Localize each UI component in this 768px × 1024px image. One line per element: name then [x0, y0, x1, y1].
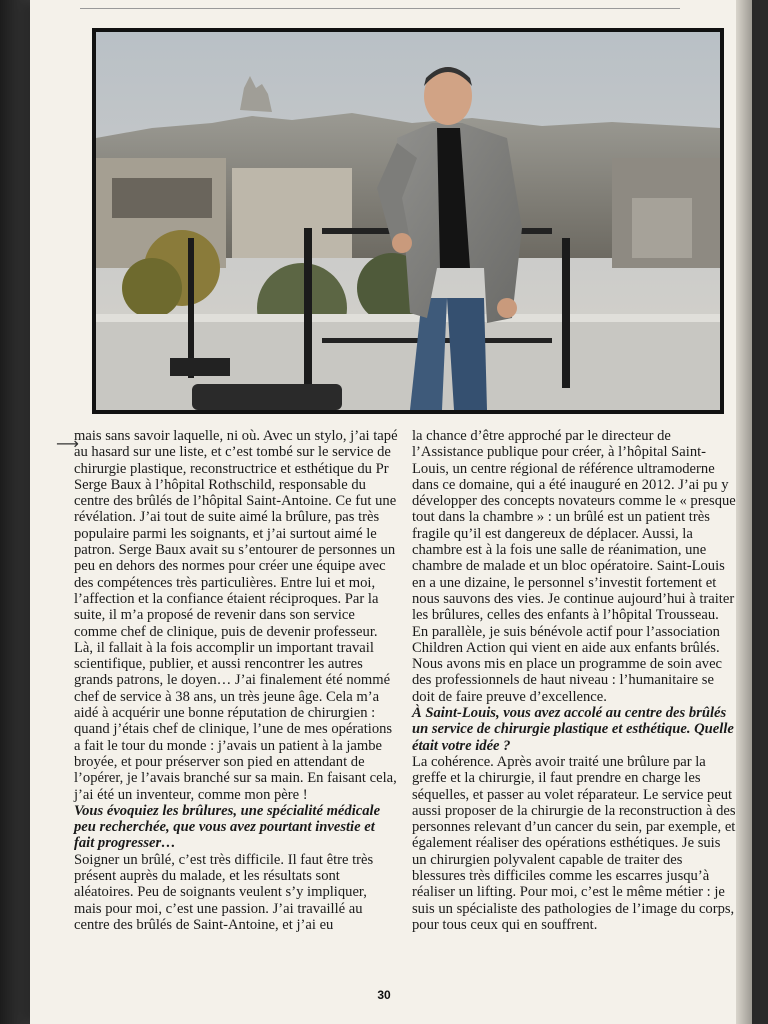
portrait-photo [92, 28, 724, 414]
article-column-right [412, 428, 738, 933]
page-edge [736, 0, 752, 1024]
page-number: 30 [377, 988, 391, 1002]
interview-question: À Saint-Louis, vous avez accolé au centre des brûlés un service de chirurgie plastique et esthétique. Quelle était votre idée ? [412, 705, 734, 754]
rooftop-portrait-illustration [92, 28, 724, 414]
paragraph: la chance d’être approché par le directeur de l’Assistance publique pour créer, à l’hôpital Saint-Louis, un centre régional de référence ultramoderne dans ce domaine, qui a été inauguré en 2012. J’ai pu y développer des concepts novateurs comme le « presque tout dans la chambre » : un brûlé est un patient très fragile qu’il est dangereux de déplacer. Aussi, la chambre est à la fois une salle de réanimation, une chambre de malade et un bloc opératoire. Saint-Louis en a une dizaine, le personnel s’investit fortement et nous sauvons des vies. Je continue aujourd’hui à traiter les brûlures, celles des enfants à l’hôpital Trousseau. En parallèle, je suis bénévole actif pour l’association Children Action qui vient en aide aux enfants brûlés. Nous avons mis en place un programme de soin avec des professionnels de haut niveau : l’humanitaire se doit de faire preuve d’excellence. [412, 428, 736, 705]
top-rule [80, 8, 680, 9]
paragraph: La cohérence. Après avoir traité une brûlure par la greffe et la chirurgie, il faut prendre en charge les séquelles, et passer au volet réparateur. Le service peut aussi proposer de la chirurgie de la reconstruction à des personnes relevant d’un cancer du sein, par exemple, et également réaliser des opérations esthétiques. Je suis un chirurgien polyvalent capable de traiter des blessures très difficiles comme les escarres jusqu’à réaliser un lifting. Pour moi, c’est le même métier : je suis un spécialiste des pathologies de l’image du corps, pour tous ceux qui en souffrent. [412, 753, 736, 933]
book-spine-shadow [0, 0, 30, 1024]
continuation-arrow-icon: ⟶ [56, 434, 79, 453]
paragraph: mais sans savoir laquelle, ni où. Avec un stylo, j’ai tapé au hasard sur une liste, et c’est tombé sur le service de chirurgie plastique, reconstructrice et esthétique du Pr Serge Baux à l’hôpital Rothschild, responsable du centre des brûlés de l’hôpital Saint-Antoine. Ce fut une révélation. J’ai tout de suite aimé la brûlure, pas très populaire parmi les soignants, et j’ai surtout aimé le patron. Serge Baux avait su s’entourer de personnes un peu en dehors des normes pour créer une équipe avec des compétences très particulières. Entre lui et moi, l’affection et la confiance étaient réciproques. Par la suite, il m’a proposé de revenir dans son service comme chef de clinique, puis de devenir professeur. Là, il fallait à la fois accomplir un important travail scientifique, publier, et aussi rencontrer les autres grands patrons, le doyen… J’ai finalement été nommé chef de service à 38 ans, un très jeune âge. Cela m’a aidé à acquérir une bonne réputation de chirurgien : quand j’étais chef de clinique, l’une de mes opérations a fait le tour du monde : j’avais un patient à la jambe broyée, et pour préserver son pied en attendant de l’opérer, je l’avais branché sur sa main. En faisant cela, j’ai été un inventeur, comme mon père ! [74, 428, 398, 803]
paragraph: Soigner un brûlé, c’est très difficile. Il faut être très présent auprès du malade, et les résultats sont aléatoires. Peu de soignants veulent s’y impliquer, mais pour moi, c’est une passion. J’ai travaillé au centre des brûlés de Saint-Antoine, et j’ai eu [74, 851, 374, 933]
article-column-left [74, 428, 398, 933]
interview-question: Vous évoquiez les brûlures, une spécialité médicale peu recherchée, que vous avez pourtant investie et fait progresser… [74, 802, 381, 852]
